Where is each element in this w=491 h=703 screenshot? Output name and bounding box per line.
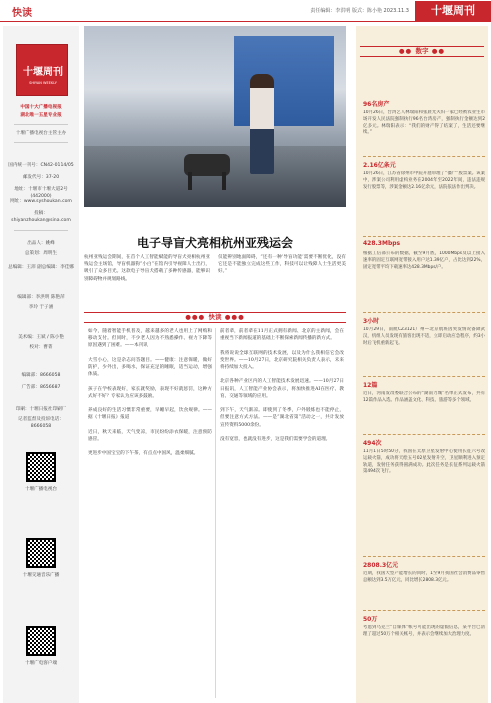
sidebar xyxy=(3,26,79,703)
item-divider xyxy=(363,236,485,237)
sidebar-line: 出品人：姚峰 xyxy=(27,241,55,246)
sidebar-divider xyxy=(14,124,68,125)
qr-caption: 十堰广播电视台 xyxy=(24,487,58,492)
number-text: 10月26日，江苏省徐州市中院开庭审理了“僵尸”股票案。该案中，涉案公司利用虚构业务在2004年至2022年间，违法违规发行股票等，涉案金额达2.16亿余元，法院依法作出判决。 xyxy=(363,171,485,190)
article-headline: 电子导盲犬亮相杭州亚残运会 xyxy=(136,236,293,250)
article-photo xyxy=(84,26,346,207)
section-title: 快读 xyxy=(12,8,32,19)
number-text: 考虑到乌克兰“自媒体”帐号可能出现的虚假信息，某平台已清理了超过50万个相关帐号，并表示会继续加大治理力度。 xyxy=(363,625,485,637)
sidebar-line: 投稿：shiyanzhoukan@sina.com xyxy=(11,211,71,223)
sidebar-line: 校对：曹菁 xyxy=(29,345,53,350)
number-heading: 50万 xyxy=(363,616,378,623)
sidebar-line: 网址：www.syshoukan.com xyxy=(10,199,72,204)
sidebar-divider xyxy=(14,142,68,143)
masthead-logo: 十堰周刊 xyxy=(415,1,491,21)
sidebar-line: 总策划：周明生 xyxy=(24,251,58,256)
qr-code xyxy=(26,626,56,656)
qr-code xyxy=(26,452,56,482)
sidebar-line: 地址：十堰市十堰大道2号(442000) xyxy=(14,187,68,199)
sidebar-logo xyxy=(16,44,68,96)
sidebar-logo-sub: SHIYAN WEEKLY xyxy=(29,81,57,85)
page-header xyxy=(0,0,491,22)
section-bar-numbers xyxy=(360,46,484,57)
editor-line: 责任编辑：李洪明 版式：陈小艳 2023.11.3 xyxy=(310,8,409,14)
bar-dots-icon: ●● xyxy=(428,47,446,55)
number-text: 11月1日5时50分，我国在太原卫星发射中心使用长征六号改运载火箭，成功将天绘五号02星发射升空，卫星顺利进入预定轨道，发射任务获得圆满成功。此次任务是长征系列运载火箭第494次飞行。 xyxy=(363,449,485,475)
number-heading: 3小时 xyxy=(363,318,380,325)
number-text: 近期，我国大型产能增长的同时，1至9月我国社会消费品零售总额达到3.5万亿元，同比增长2808.3亿元。 xyxy=(363,571,485,583)
item-divider xyxy=(363,156,485,157)
sidebar-line: 中国十大广播电视报 xyxy=(20,105,62,110)
number-text: 10月26日，台湾艺人林瑞阳和张晨光夫妇一家已经被农业生市场开发人民法院强制执行96名台湾房产，强制执行金额达到2亿多元。林瑞阳表示：“我们的财产得了结案了，生活还要继续。” xyxy=(363,110,485,136)
article-text: 仅能辨别地面障碍，“还有一种‘导盲功能’需要不断优化，没有它还是不能独立完成这些工作，科技可以让残障人士生活更美好。” xyxy=(218,255,346,275)
sidebar-line: 国内统一刊号：CN42-0114/05 xyxy=(8,163,74,168)
sidebar-line: 湖北唯一五星专业报 xyxy=(20,113,62,118)
sidebar-line: 记者监督及投诉电话：8666058 xyxy=(18,417,64,429)
sidebar-line: 广告部：8656687 xyxy=(21,385,61,390)
column-divider xyxy=(215,328,216,698)
sidebar-line: 邮发代号：37-20 xyxy=(22,175,60,180)
sidebar-line: 编辑部：李洪明 陈艳萍 xyxy=(17,295,65,300)
article-text: 杭州亚残运会期间，在首个人工智能赋能的导盲犬亮相杭州亚残运会主场馆，导盲机器狗“小白”在馆内引导视障人士出行，吸引了众多目光。这款电子导盲犬搭载了多种传感器，能够识别障碍物并规划路线。 xyxy=(84,255,210,282)
sidebar-logo-title: 十堰周刊 xyxy=(23,67,63,78)
sidebar-line: 总编辑：王沛 副总编辑：李佳娜 xyxy=(8,265,74,270)
sidebar-line: 印刷：十堰日报社印刷厂 xyxy=(15,407,67,412)
item-divider xyxy=(363,434,485,435)
number-heading: 12篇 xyxy=(363,382,378,389)
number-heading: 494次 xyxy=(363,440,382,447)
item-divider xyxy=(363,610,485,611)
bar-dots-icon: ●● xyxy=(398,47,416,55)
section-bar-kuaidu xyxy=(84,312,346,323)
section-bar-label: 快读 xyxy=(208,313,222,321)
sidebar-line: 十堰广播电视台主管主办 xyxy=(15,131,67,136)
sidebar-line: 李玲 于子涵 xyxy=(28,305,54,310)
number-heading: 428.3Mbps xyxy=(363,240,401,247)
qr-caption: 十堰交通音乐广播 xyxy=(22,573,60,578)
item-divider xyxy=(363,376,485,377)
number-text: 近日，河南发改委联合公布的“湖南力城”名单正式发布，共有12篇作品入选。作品涵盖文化、科技、旅游等多个领域。 xyxy=(363,391,485,403)
qr-code xyxy=(26,538,56,568)
sidebar-line: 编辑部：8666058 xyxy=(21,373,61,378)
number-heading: 2.16亿条元 xyxy=(363,162,396,169)
sidebar-line: 美术编：王斌 / 陈小艳 xyxy=(18,335,64,340)
kuaidu-column-1: 如今，随着智能手机普及，越来越多的老人也用上了网购和移动支付。但同时，不少老人因为不熟悉操作、视力下降等原因遇到了困难。——本刊讯 大雪小心，这是杂志问答题目。——健康：注意保暖，做好防护，少外出，多喝水，保证充足的睡眠，适当运动，增强体质。 孩子在学校表现好，家长就奖励，表现不好就惩罚，这种方式好不好？专家认为应该多鼓励。 养成良好的生活习惯非常重要，早睡早起，饮食规律。——据《十堰日报》报道 近日，秋天来临，天气变凉，市民纷纷添衣保暖，注意预防感冒。 更进步中国宝宝的下午茶，有点点中国风，温柔细腻。 xyxy=(88,329,212,457)
qr-caption: 十堰广电客户端 xyxy=(24,661,58,666)
item-divider xyxy=(363,312,485,313)
number-text: 10月29日，南航CZ3121广州—北京航班因突发情况备降武汉，机组人员发现有旅客出现不适，立即启动应急程序，约3小时后飞机重新起飞。 xyxy=(363,327,485,346)
number-heading: 2808.3亿元 xyxy=(363,562,399,569)
bar-dots-icon: ●●● xyxy=(185,313,209,321)
number-heading: 96名房产 xyxy=(363,101,390,108)
item-divider xyxy=(363,556,485,557)
number-text: 根据工信部公布的数据，截至9月底，1000Mbps及以上接入速率的固定互联网宽带接入用户达1.39亿户，占比达到22%，固定宽带平均下载速率达428.3Mbps/户。 xyxy=(363,251,485,270)
bar-dots-icon: ●●● xyxy=(221,313,245,321)
kuaidu-column-2: 前者辈，前者辈在11月正式拥有新闻、北京的主新闻，会在重视当下新闻报道的基础上不断探索新闻传播的新方式。 我将说说全球互联网的技术发展，以及为什么我相信它会改变世界。——10月27日，北京研究院相关负责人表示，未来将持续加大投入。 北京各种产业区内的人工智能技术发展迅速。——10月27日日报讯，人工智能产业协会表示，将加快推进AI在医疗、教育、交通等领域的应用。 到下午，天气渐凉。即使到了冬季，户外锻炼也不能停止，但要注意方式方法。——是“湖北省第”活动之一，共计发放宣传资料5000余份。 没有宽容，也就没有进步，这是我们需要学会的道理。 xyxy=(220,329,344,443)
sidebar-divider xyxy=(14,230,68,231)
section-bar-label: 数字 xyxy=(415,47,429,55)
